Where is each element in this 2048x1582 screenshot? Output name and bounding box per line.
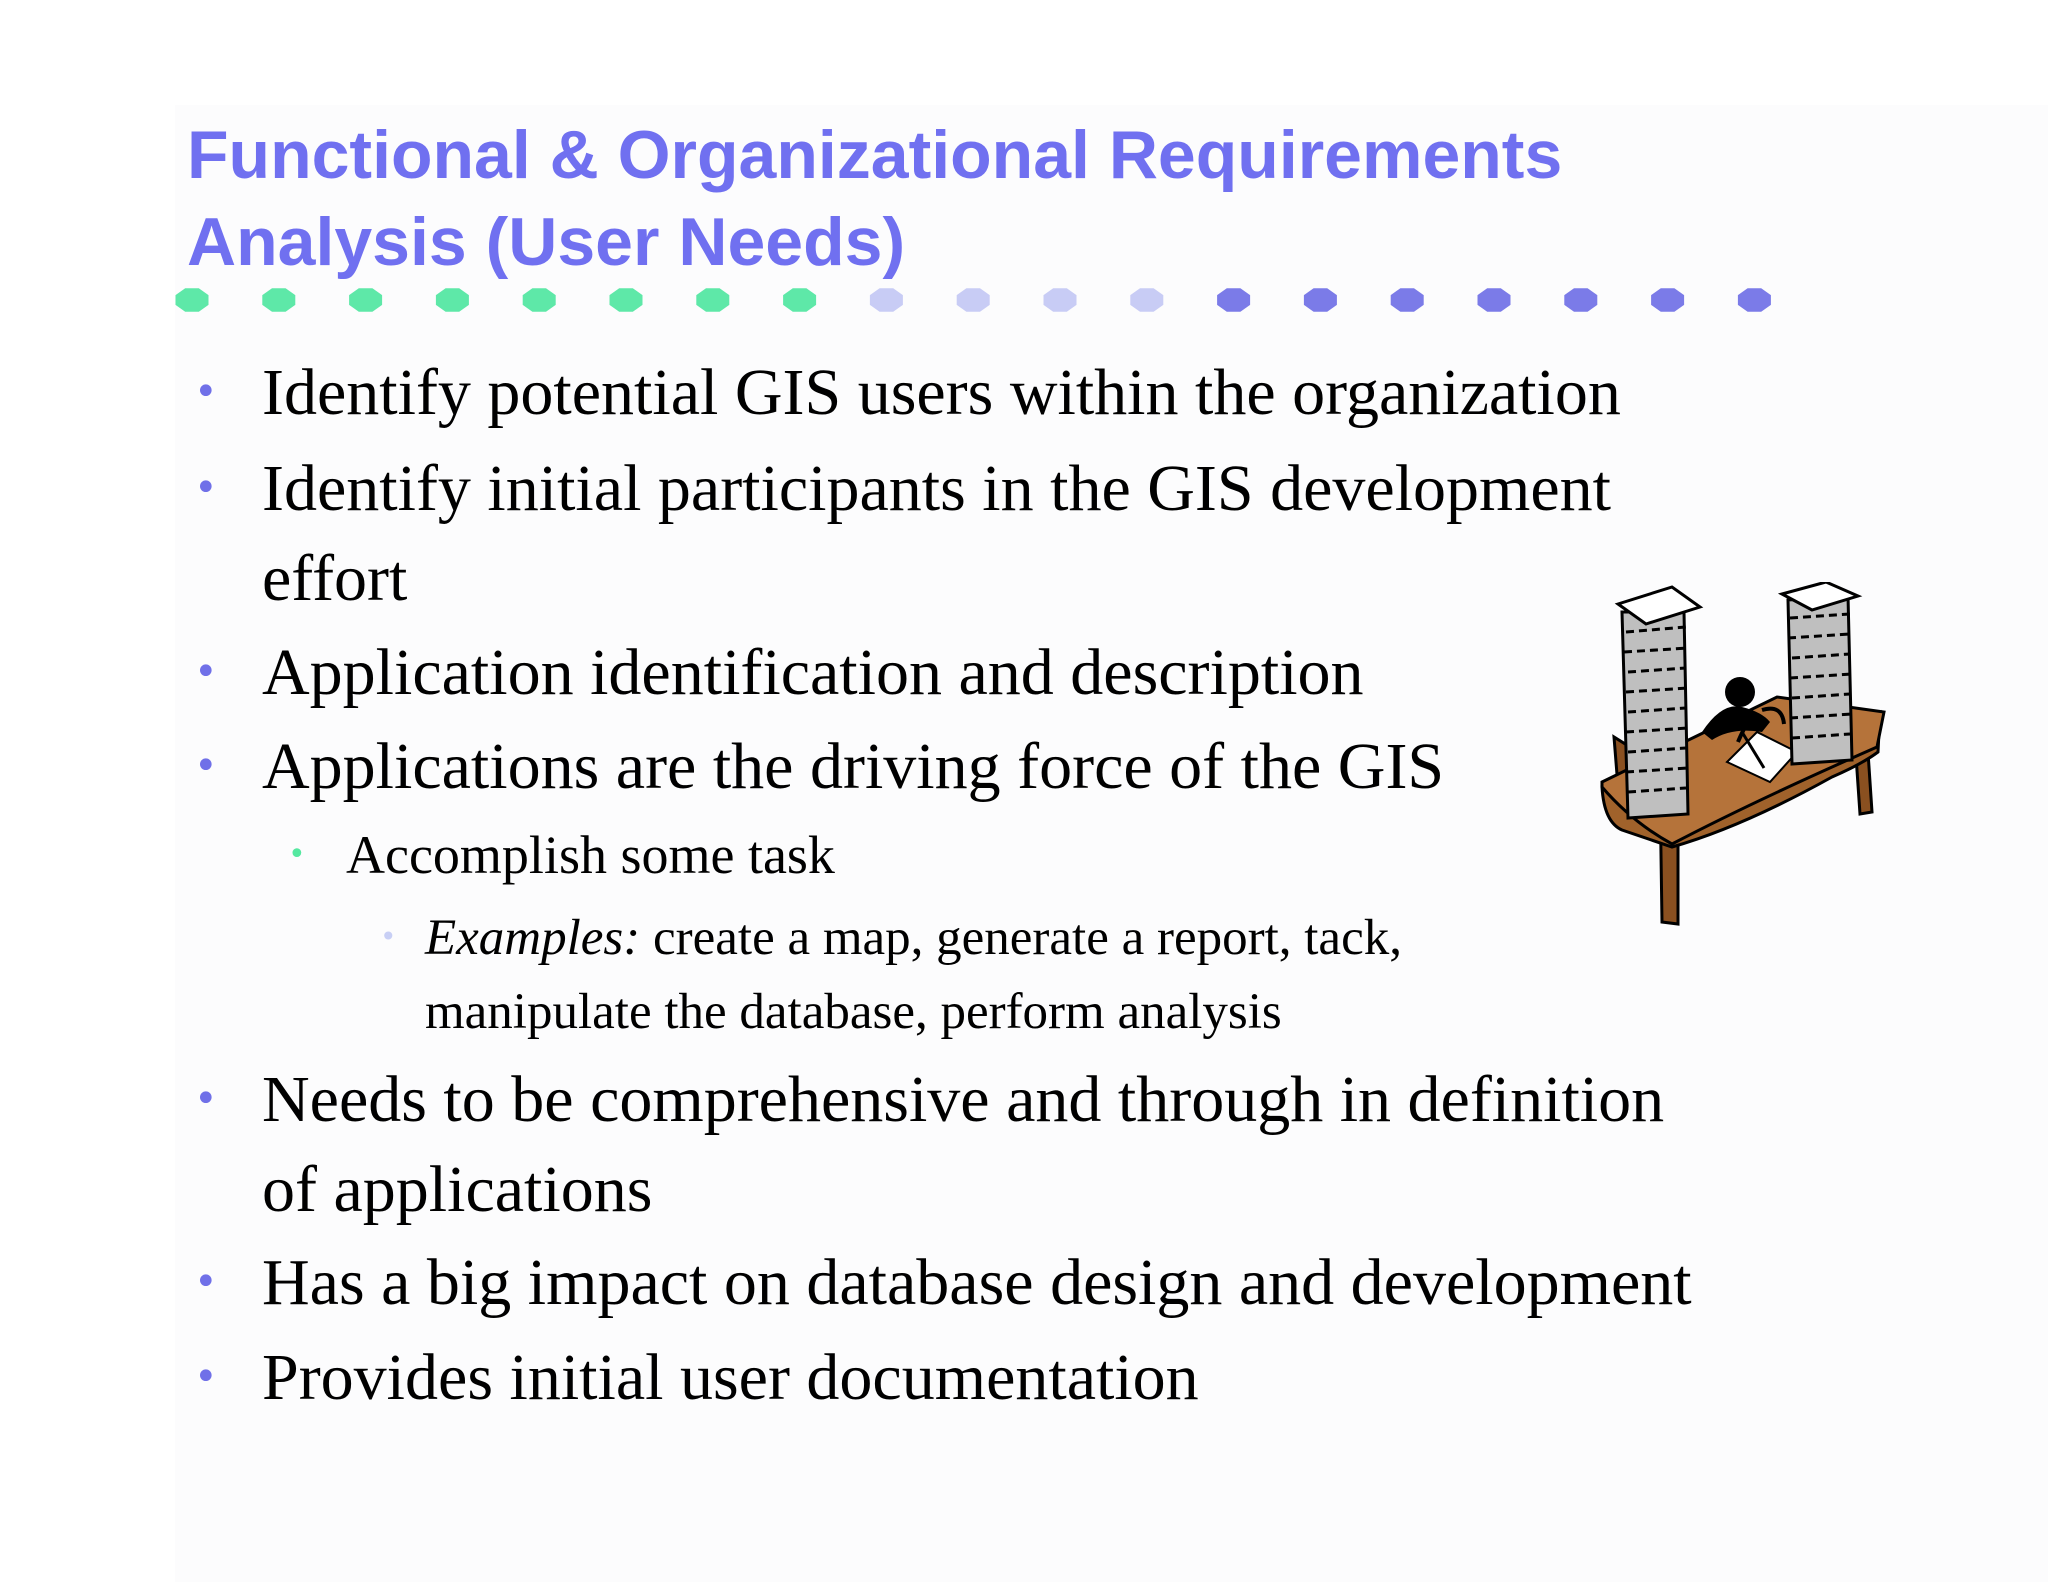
bullet-text: Application identification and description [262,636,1364,709]
bullet-text: Applications are the driving force of the GIS [262,730,1445,803]
bullet-marker: • [194,1076,218,1122]
bullet-text: Accomplish some task [346,825,835,885]
left-paper-stack [1618,587,1700,818]
bullet-marker: • [194,465,218,511]
list-item [194,444,1612,624]
list-item [194,628,1364,718]
bullet-text: Identify initial participants in the GIS development [262,452,1612,525]
bullet-text [425,901,1402,975]
slide-title-line-1: Functional & Organizational Requirements [187,117,1563,193]
right-paper-stack [1782,582,1858,764]
bullet-marker: • [194,1259,218,1305]
bullet-marker: • [194,1354,218,1400]
bullet-marker: • [194,369,218,415]
bullet-text-continued: of applications [262,1153,653,1226]
sub-list-item [288,820,835,890]
slide-title-line-2: Analysis (User Needs) [187,204,906,280]
desk-clipart [1592,582,1888,934]
list-item [194,722,1445,812]
bullet-text: Provides initial user documentation [262,1341,1199,1414]
bullet-text-continued: effort [262,542,408,615]
examples-text: create a map, generate a report, tack, [640,910,1402,966]
sub-sub-list-item [380,901,1402,1049]
list-item [194,1333,1199,1423]
bullet-text-continued: manipulate the database, perform analysis [425,984,1282,1040]
bullet-text: Needs to be comprehensive and through in definition [262,1063,1665,1136]
bullet-text: Has a big impact on database design and development [262,1246,1692,1319]
list-item [194,348,1621,438]
list-item [194,1055,1665,1235]
bullet-marker: • [194,743,218,789]
bullet-marker: • [380,920,397,953]
bullet-marker: • [288,837,306,872]
person-head [1725,677,1755,707]
list-item [194,1238,1692,1328]
examples-label: Examples: [425,910,641,966]
bullet-text: Identify potential GIS users within the organization [262,356,1621,429]
bullet-marker: • [194,649,218,695]
